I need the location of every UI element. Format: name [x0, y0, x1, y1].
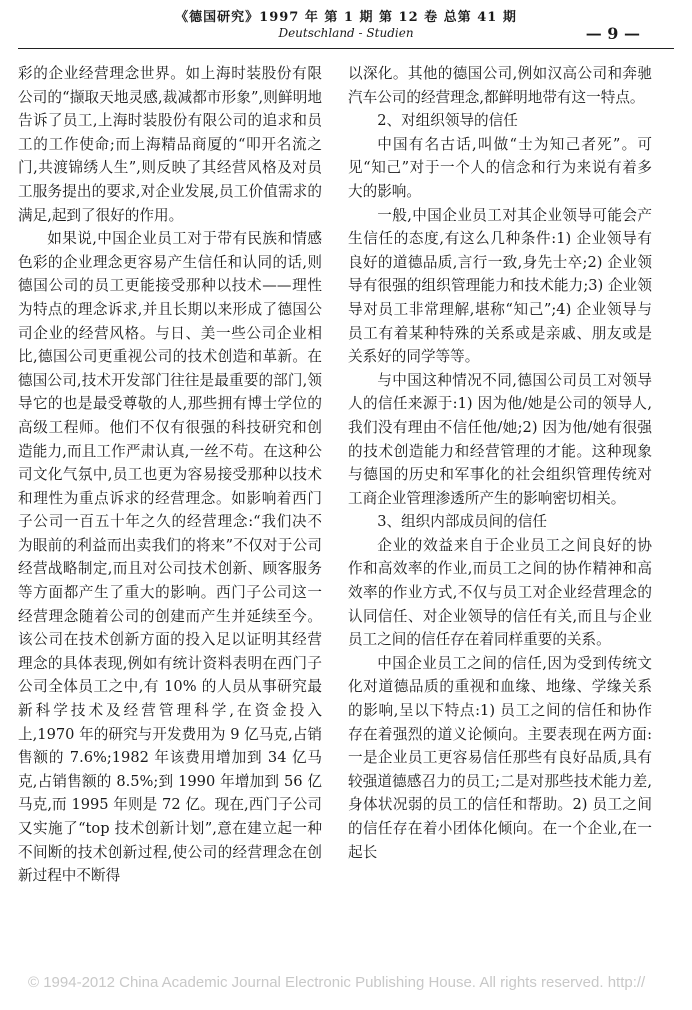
paragraph: 如果说,中国企业员工对于带有民族和情感色彩的企业理念更容易产生信任和认同的话,则德国公司的员工更能接受那种以技术——理性为特点的理念诉求,并且长期以来形成了德国公司企业的经营风格。与日、美一些公司企业相比,德国公司更重视公司的技术创造和革新。在德国公司,技术开发部门往往是最重要的部门,领导它的也是最受尊敬的人,那些拥有博士学位的高级工程师。他们不仅有很强的科技研究和创造能力,而且工作严肃认真,一丝不苟。在这种公司文化气氛中,员工也更为容易接受那种以技术和理性为重点诉求的经营理念。如影响着西门子公司一百五十年之久的经营理念:“我们决不为眼前的利益而出卖我们的将来”不仅对于公司经营战略制定,而且对公司技术创新、顾客服务等方面都产生了重大的影响。西门子公司这一经营理念随着公司的创建而产生并延续至今。该公司在技术创新方面的投入足以证明其经营理念的具体表现,例如有统计资料表明在西门子公司全体员工之中,有 10% 的人员从事研究最新科学技术及经营管理科学,在资金投入上,1970 年的研究与开发费用为 9 亿马克,占销售额的 7.6%;1982 年该费用增加到 34 亿马克,占销售额的 8.5%;到 1990 年增加到 56 亿马克,而 1995 年则是 72 亿。现在,西门子公司又实施了“top 技术创新计划”,意在建立起一种不间断的技术创新过程,使公司的经营理念在创新过程中不断得	[18, 230, 322, 885]
left-column	[18, 62, 322, 888]
header-divider	[18, 48, 674, 49]
paragraph: 以深化。其他的德国公司,例如汉高公司和奔驰汽车公司的经营理念,都鲜明地带有这一特点。	[348, 65, 652, 106]
paragraph: 彩的企业经营理念世界。如上海时装股份有限公司的“撷取天地灵感,裁减都市形象”,则鲜明地告诉了员工,上海时装股份有限公司的追求和员工的工作使命;而上海精品商厦的“叩开名流之门,共渡锦绣人生”,则反映了其经营风格及对员工服务提出的要求,对企业发展,员工价值需求的满足,起到了很好的作用。	[18, 65, 322, 224]
paragraph: 中国有名古话,叫做“士为知己者死”。可见“知己”对于一个人的信念和行为来说有着多大的影响。	[348, 135, 652, 200]
paragraph: 中国企业员工之间的信任,因为受到传统文化对道德品质的重视和血缘、地缘、学缘关系的影响,呈以下特点:1) 员工之间的信任和协作存在着强烈的道义论倾向。主要表现在两方面:一是企业员工更容易信任那些有良好品质,具有较强道德感召力的员工;二是对那些技术能力差,身体状况弱的员工的信任和帮助。2) 员工之间的信任存在着小团体化倾向。在一个企业,在一起长	[348, 654, 652, 861]
paragraph: 企业的效益来自于企业员工之间良好的协作和高效率的作业,而员工之间的协作精神和高效率的作业方式,不仅与员工对企业经营理念的认同信任、对企业领导的信任有关,而且与企业员工之间的信任存在着同样重要的关系。	[348, 536, 652, 649]
copyright-watermark: © 1994-2012 China Academic Journal Electronic Publishing House. All rights reserved. http://	[28, 974, 646, 991]
right-column	[348, 62, 652, 864]
section-heading: 2、对组织领导的信任	[377, 112, 518, 130]
page-number: — 9 —	[585, 24, 640, 43]
journal-title-line: 《德国研究》1997 年 第 1 期 第 12 卷 总第 41 期	[175, 10, 517, 25]
paragraph: 与中国这种情况不同,德国公司员工对领导人的信任来源于:1) 因为他/她是公司的领导人,我们没有理由不信任他/她;2) 因为他/她有很强的技术创造能力和经营管理的才能。这种现象与德国的历史和军事化的社会组织管理传统对工商企业管理渗透所产生的影响密切相关。	[348, 371, 652, 507]
section-heading: 3、组织内部成员间的信任	[377, 513, 548, 531]
paragraph: 一般,中国企业员工对其企业领导可能会产生信任的态度,有这么几种条件:1) 企业领导有良好的道德品质,言行一致,身先士卒;2) 企业领导有很强的组织管理能力和技术能力;3) 企业领导对员工非常理解,堪称“知己”;4) 企业领导与员工有着某种特殊的关系或是亲戚、朋友或是关系好的同学等等。	[348, 206, 652, 366]
journal-subtitle: Deutschland - Studien	[278, 26, 414, 40]
